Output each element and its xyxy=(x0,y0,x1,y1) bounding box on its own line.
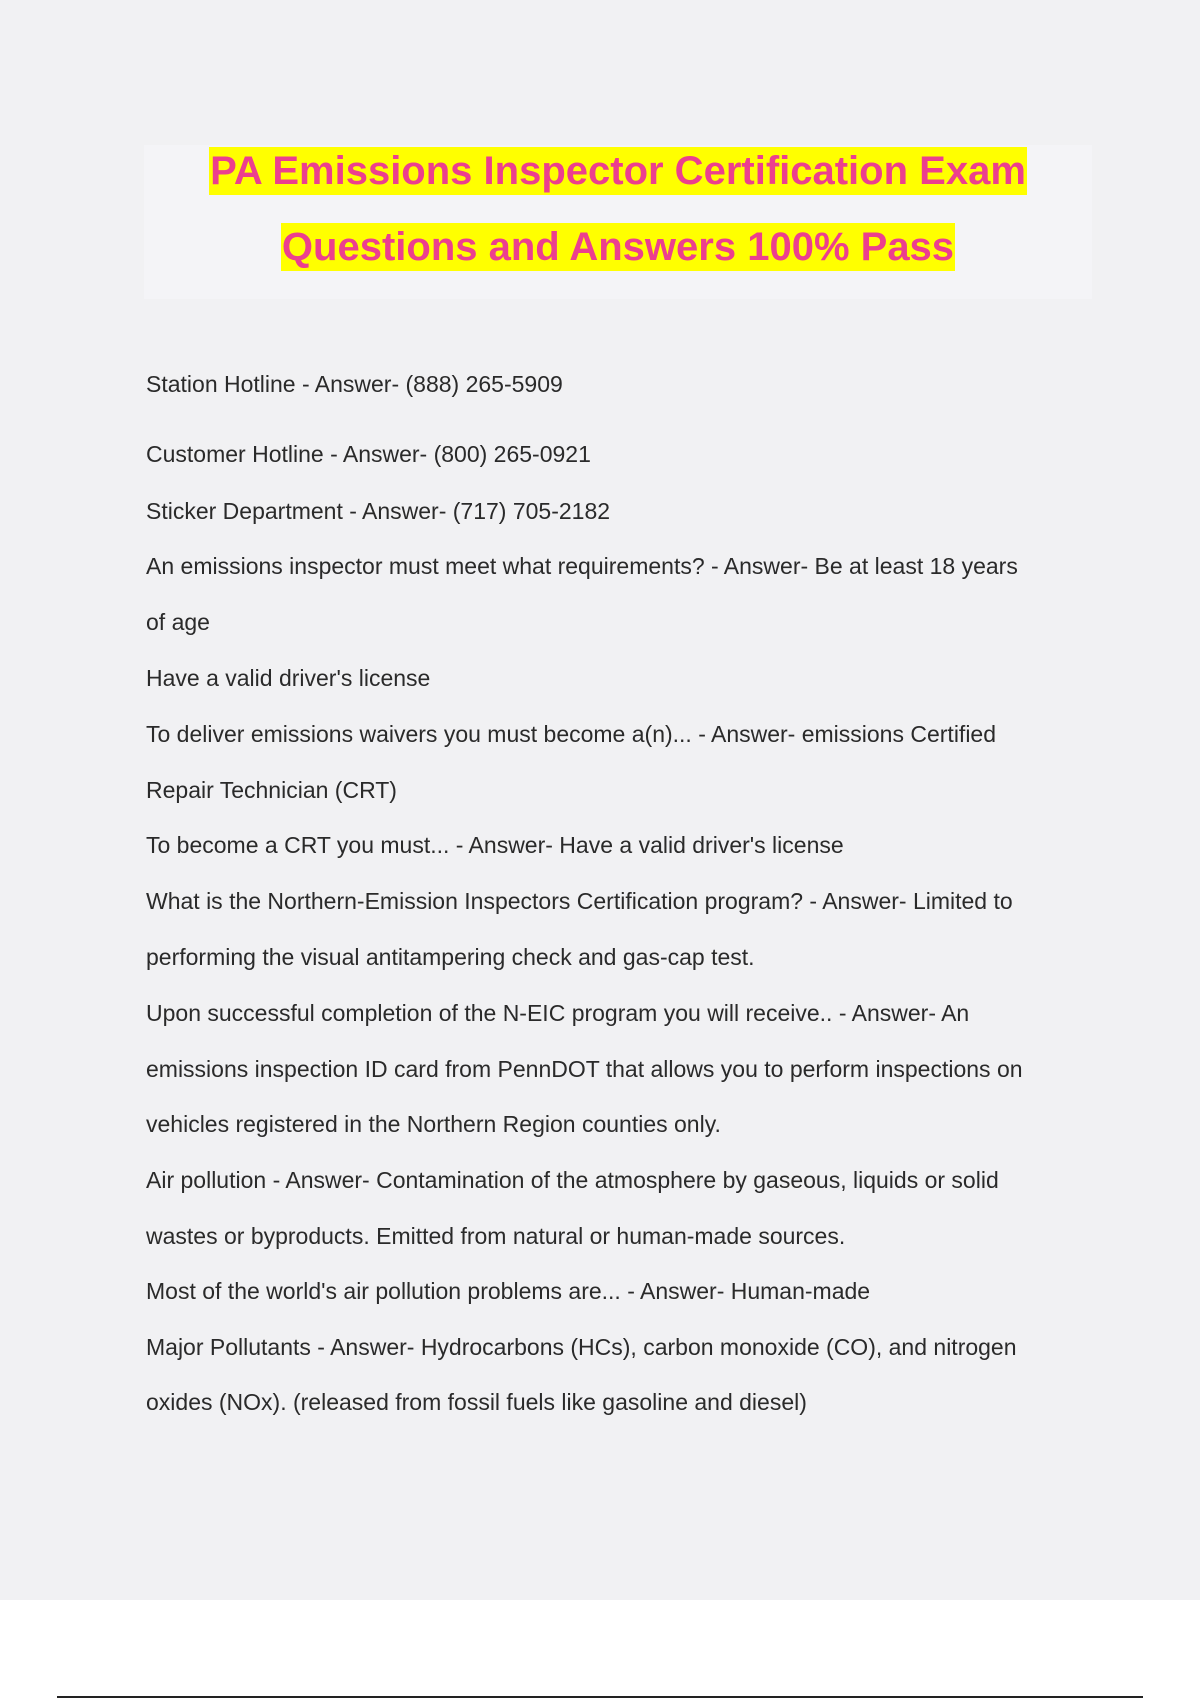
qa-line: Station Hotline - Answer- (888) 265-5909 xyxy=(146,371,563,397)
qa-line: Customer Hotline - Answer- (800) 265-0921 xyxy=(146,441,591,467)
qa-line: oxides (NOx). (released from fossil fuels like gasoline and diesel) xyxy=(146,1389,807,1415)
qa-line: Sticker Department - Answer- (717) 705-2182 xyxy=(146,498,611,524)
qa-line: To deliver emissions waivers you must become a(n)... - Answer- emissions Certified xyxy=(146,721,997,747)
document-title-line-2: Questions and Answers 100% Pass xyxy=(281,225,955,269)
qa-line: An emissions inspector must meet what requirements? - Answer- Be at least 18 years xyxy=(146,553,1018,579)
qa-line: Air pollution - Answer- Contamination of the atmosphere by gaseous, liquids or solid xyxy=(146,1167,999,1193)
qa-line: Repair Technician (CRT) xyxy=(146,777,397,803)
title-block xyxy=(144,145,1092,299)
document-title-line-1: PA Emissions Inspector Certification Exam xyxy=(210,149,1026,193)
qa-line: Most of the world's air pollution problems are... - Answer- Human-made xyxy=(146,1278,871,1304)
qa-line: vehicles registered in the Northern Region counties only. xyxy=(146,1111,721,1137)
qa-line: wastes or byproducts. Emitted from natural or human-made sources. xyxy=(146,1223,846,1249)
qa-line: performing the visual antitampering check and gas-cap test. xyxy=(146,944,755,970)
qa-line: emissions inspection ID card from PennDOT that allows you to perform inspections on xyxy=(146,1056,1023,1082)
qa-line: What is the Northern-Emission Inspectors Certification program? - Answer- Limited to xyxy=(146,888,1013,914)
footer-divider xyxy=(57,1696,1143,1698)
qa-line: Major Pollutants - Answer- Hydrocarbons (HCs), carbon monoxide (CO), and nitrogen xyxy=(146,1334,1017,1360)
qa-line: Upon successful completion of the N-EIC program you will receive.. - Answer- An xyxy=(146,1000,970,1026)
qa-line: To become a CRT you must... - Answer- Have a valid driver's license xyxy=(146,832,844,858)
qa-line: Have a valid driver's license xyxy=(146,665,431,691)
qa-line: of age xyxy=(146,609,210,635)
